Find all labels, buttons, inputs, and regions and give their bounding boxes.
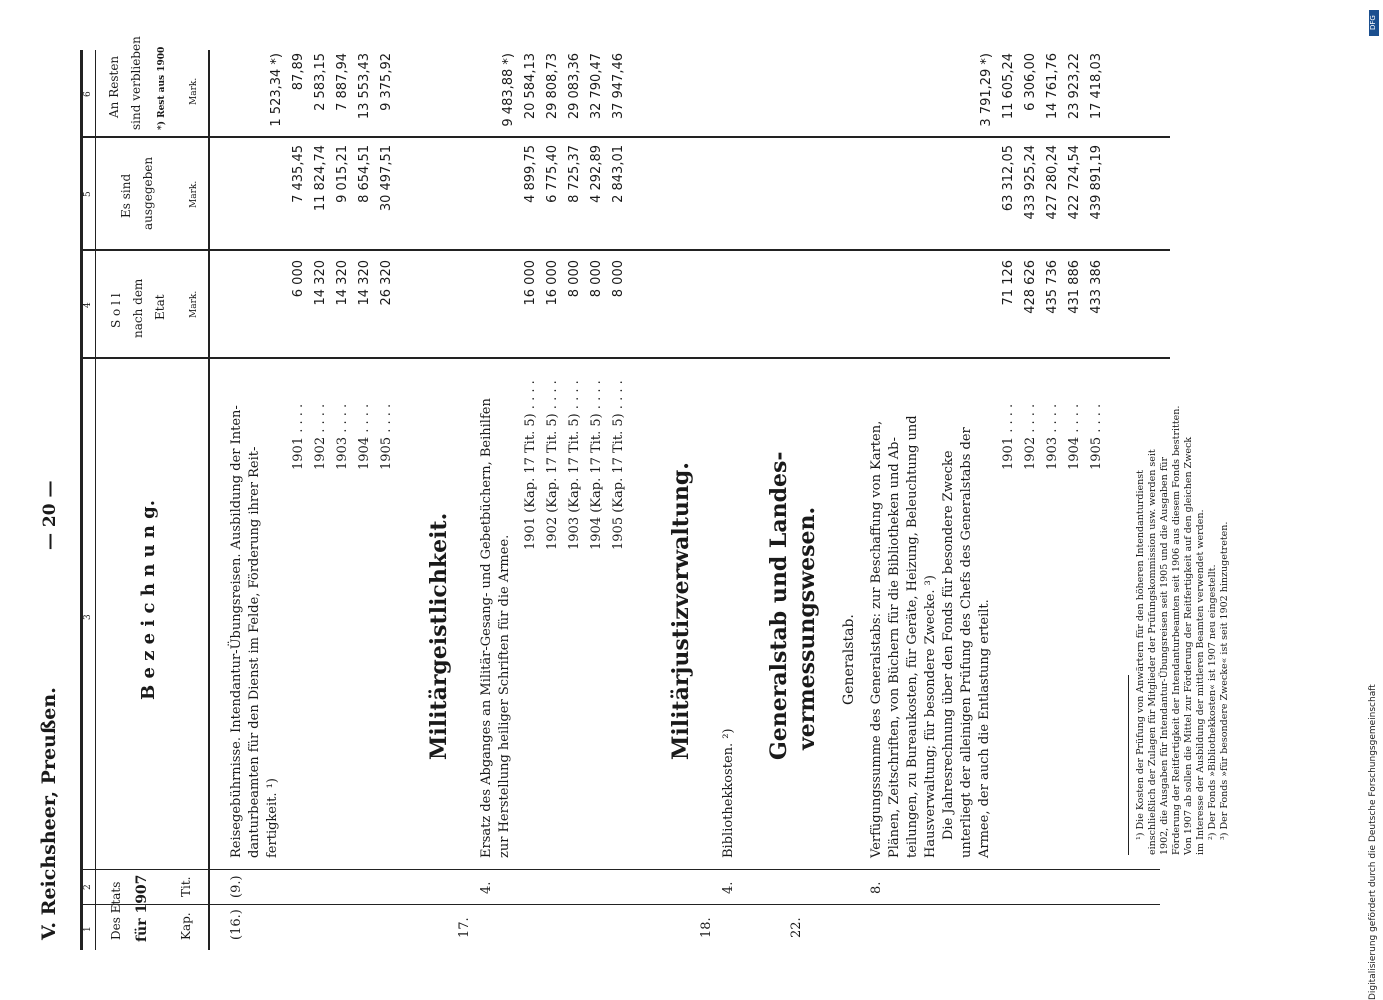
- block2-rest-1901: 20 584,13: [523, 53, 538, 120]
- block1-desc-line3: fertigkeit. ¹): [265, 778, 280, 858]
- block4-ausg-1903: 427 280,24: [1045, 145, 1060, 220]
- block4-year-1902: 1902 . . . .: [1023, 403, 1038, 470]
- block4-year-1905: 1905 . . . .: [1089, 403, 1104, 470]
- block4-rest-1900: 3 791,29 *): [979, 53, 994, 127]
- header-rest-aus-1900: *) Rest aus 1900: [157, 46, 167, 130]
- block4-soll-1901: 71 126: [1001, 260, 1016, 306]
- tit-4-block2: 4.: [479, 881, 494, 894]
- block1-rest-1900: 1 523,34 *): [269, 53, 284, 127]
- tit-8: 8.: [869, 881, 884, 894]
- block2-soll-1903: 8 000: [567, 260, 582, 298]
- block2-soll-1904: 8 000: [589, 260, 604, 298]
- block2-year-1901: 1901 (Kap. 17 Tit. 5) . . . .: [523, 380, 538, 550]
- header-ausgegeben-unit: Mark.: [189, 180, 199, 208]
- block1-rest-1904: 13 553,43: [357, 53, 372, 120]
- block4-soll-1902: 428 626: [1023, 260, 1038, 314]
- block1-ausg-1903: 9 015,21: [335, 145, 350, 203]
- block1-year-1903: 1903 . . . .: [335, 403, 350, 470]
- kap-18: 18.: [699, 917, 714, 938]
- block2-desc-line2: zur Herstellung heiliger Schriften für die Armee.: [497, 534, 512, 858]
- footnote-2: ²) Der Fonds »Bibliothekkosten« ist 1907 neu eingestellt.: [1207, 564, 1218, 840]
- block1-ausg-1904: 8 654,51: [357, 145, 372, 203]
- budget-table: [38, 36, 1310, 950]
- block1-year-1905: 1905 . . . .: [379, 403, 394, 470]
- block4-desc-line7: Armee, der auch die Entlastung erteilt.: [977, 599, 992, 858]
- header-rule: [208, 50, 210, 950]
- block2-soll-1905: 8 000: [611, 260, 626, 298]
- footnote-1-line2: einschließlich der Zulagen für Mitglieder der Prüfungskommission usw. werden seit: [1147, 449, 1158, 855]
- block2-soll-1901: 16 000: [523, 260, 538, 306]
- number-row-rule: [95, 50, 96, 950]
- header-nach-dem: nach dem: [131, 278, 145, 338]
- block4-rest-1901: 11 605,24: [1001, 53, 1016, 120]
- block4-rest-1904: 23 923,22: [1067, 53, 1082, 120]
- block1-soll-1902: 14 320: [313, 260, 328, 306]
- header-tit: Tit.: [179, 876, 193, 897]
- block1-year-1901: 1901 . . . .: [291, 403, 306, 470]
- block4-ausg-1904: 422 724,54: [1067, 145, 1082, 220]
- header-rest-unit: Mark.: [189, 77, 199, 105]
- header-an-resten: An Resten: [107, 55, 121, 118]
- section-militaergeistlichkeit: Militärgeistlichkeit.: [426, 512, 452, 760]
- section-generalstab-line1: Generalstab und Landes-: [766, 451, 792, 760]
- block1-desc-line1: Reisegebührnisse. Intendantur-Übungsreisen. Ausbildung der Inten-: [229, 405, 244, 858]
- tit-4-block3: 4.: [721, 881, 736, 894]
- block1-year-1904: 1904 . . . .: [357, 403, 372, 470]
- block1-soll-1901: 6 000: [291, 260, 306, 298]
- col-number-1: 1: [83, 926, 93, 932]
- block4-soll-1903: 435 736: [1045, 260, 1060, 314]
- credit-strip: [1368, 40, 1378, 1000]
- col-divider-2: [80, 869, 1160, 870]
- block1-rest-1905: 9 375,92: [379, 53, 394, 111]
- footnote-rule: [1128, 675, 1129, 855]
- block2-rest-1905: 37 947,46: [611, 53, 626, 120]
- block2-year-1905: 1905 (Kap. 17 Tit. 5) . . . .: [611, 380, 626, 550]
- block4-rest-1902: 6 306,00: [1023, 53, 1038, 111]
- block4-ausg-1902: 433 925,24: [1023, 145, 1038, 220]
- block4-desc-line5: Die Jahresrechnung über den Fonds für besondere Zwecke: [941, 450, 956, 840]
- block1-year-1902: 1902 . . . .: [313, 403, 328, 470]
- block2-ausg-1902: 6 775,40: [545, 145, 560, 203]
- block2-ausg-1905: 2 843,01: [611, 145, 626, 203]
- block4-desc-line3: teilungen, zu Bureaukosten, für Geräte, Heizung, Beleuchtung und: [905, 415, 920, 858]
- section-militaerjustizverwaltung: Militärjustizverwaltung.: [668, 462, 694, 760]
- block2-rest-1902: 29 808,73: [545, 53, 560, 120]
- block2-rest-1904: 32 790,47: [589, 53, 604, 120]
- col-number-4: 4: [83, 302, 93, 308]
- col-divider-1: [80, 904, 1160, 905]
- block4-ausg-1901: 63 312,05: [1001, 145, 1016, 212]
- block2-desc-line1: Ersatz des Abganges an Militär-Gesang- und Gebetbüchern, Beihilfen: [479, 398, 494, 858]
- block1-rest-1903: 7 887,94: [335, 53, 350, 111]
- header-soll: S o l l: [109, 293, 123, 328]
- block4-desc-line4: Hausverwaltung; für besondere Zwecke. ³): [923, 575, 938, 858]
- block2-rest-1900: 9 483,88 *): [501, 53, 516, 127]
- col-divider-5: [80, 136, 1170, 138]
- col-number-3: 3: [83, 614, 93, 620]
- block2-soll-1902: 16 000: [545, 260, 560, 306]
- block4-year-1903: 1903 . . . .: [1045, 403, 1060, 470]
- header-kap: Kap.: [179, 912, 193, 940]
- header-sind-verblieben: sind verblieben: [129, 36, 143, 130]
- col-divider-4: [80, 249, 1170, 251]
- block4-soll-1904: 431 886: [1067, 260, 1082, 314]
- header-ausgegeben: ausgegeben: [141, 156, 155, 230]
- col-number-2: 2: [83, 884, 93, 890]
- footnote-1-line1: ¹) Die Kosten der Prüfung von Anwärtern für den höheren Intendanturdienst: [1135, 470, 1146, 840]
- header-bezeichnung: B e z e i c h n u n g.: [138, 499, 159, 700]
- dfg-logo: DFG: [1369, 10, 1379, 36]
- footnote-1-line6: im Interesse der Ausbildung der mittleren Beamten verwendet werden.: [1195, 509, 1206, 855]
- block2-ausg-1903: 8 725,37: [567, 145, 582, 203]
- page-number: — 20 —: [40, 480, 60, 550]
- block1-ausg-1905: 30 497,51: [379, 145, 394, 212]
- tit-9: (9.): [229, 875, 244, 898]
- running-head: V. Reichsheer, Preußen.: [38, 687, 60, 940]
- block2-year-1904: 1904 (Kap. 17 Tit. 5) . . . .: [589, 380, 604, 550]
- col-number-5: 5: [83, 191, 93, 197]
- block1-soll-1905: 26 320: [379, 260, 394, 306]
- block1-ausg-1902: 11 824,74: [313, 145, 328, 212]
- block1-soll-1903: 14 320: [335, 260, 350, 306]
- header-des-etats: Des Etats: [109, 881, 123, 940]
- block4-soll-1905: 433 386: [1089, 260, 1104, 314]
- footnote-3: ³) Der Fonds »für besondere Zwecke« ist seit 1902 hinzugetreten.: [1219, 521, 1230, 840]
- block4-year-1904: 1904 . . . .: [1067, 403, 1082, 470]
- section-generalstab-line2: vermessungswesen.: [794, 506, 820, 750]
- rotated-table-page: [38, 36, 1310, 950]
- block4-desc-line2: Plänen, Zeitschriften, von Büchern für die Bibliotheken und Ab-: [887, 437, 902, 858]
- block1-rest-1902: 2 583,15: [313, 53, 328, 111]
- block1-ausg-1901: 7 435,45: [291, 145, 306, 203]
- block2-year-1903: 1903 (Kap. 17 Tit. 5) . . . .: [567, 380, 582, 550]
- footnote-1-line3: 1902, die Ausgaben für Intendantur-Übungsreisen seit 1905 und die Ausgaben für: [1159, 457, 1170, 855]
- top-rule: [80, 50, 83, 950]
- subsection-generalstab: Generalstab.: [841, 614, 857, 705]
- header-es-sind: Es sind: [119, 173, 133, 218]
- kap-22: 22.: [789, 917, 804, 938]
- block4-rest-1905: 17 418,03: [1089, 53, 1104, 120]
- header-fuer-1907: für 1907: [134, 874, 150, 942]
- block2-ausg-1901: 4 899,75: [523, 145, 538, 203]
- header-etat: Etat: [153, 294, 167, 320]
- block1-desc-line2: danturbeamten für den Dienst im Felde, Förderung ihrer Reit-: [247, 446, 262, 858]
- block2-ausg-1904: 4 292,89: [589, 145, 604, 203]
- block3-desc: Bibliothekkosten. ²): [721, 728, 736, 858]
- block4-desc-line6: unterliegt der alleinigen Prüfung des Chefs des Generalstabs der: [959, 427, 974, 858]
- digitization-credit: Digitalisierung gefördert durch die Deutsche Forschungsgemeinschaft: [1368, 684, 1378, 1000]
- block1-soll-1904: 14 320: [357, 260, 372, 306]
- block4-ausg-1905: 439 891,19: [1089, 145, 1104, 220]
- col-number-6: 6: [83, 91, 93, 97]
- block4-year-1901: 1901 . . . .: [1001, 403, 1016, 470]
- kap-17: 17.: [457, 917, 472, 938]
- footnote-1-line4: Förderung der Reitfertigkeit der Intendanturbeamten seit 1906 aus diesem Fonds bestritten.: [1171, 405, 1182, 855]
- block4-rest-1903: 14 761,76: [1045, 53, 1060, 120]
- block2-year-1902: 1902 (Kap. 17 Tit. 5) . . . .: [545, 380, 560, 550]
- col-divider-3: [80, 357, 1170, 359]
- kap-16: (16.): [229, 909, 244, 940]
- header-soll-unit: Mark.: [189, 290, 199, 318]
- block1-rest-1901: 87,89: [291, 53, 306, 91]
- block4-desc-line1: Verfügungssumme des Generalstabs: zur Beschaffung von Karten,: [869, 420, 884, 858]
- block2-rest-1903: 29 083,36: [567, 53, 582, 120]
- footnote-1-line5: Von 1907 ab sollen die Mittel zur Förderung der Reitfertigkeit auf den gleichen Zweck: [1183, 436, 1194, 855]
